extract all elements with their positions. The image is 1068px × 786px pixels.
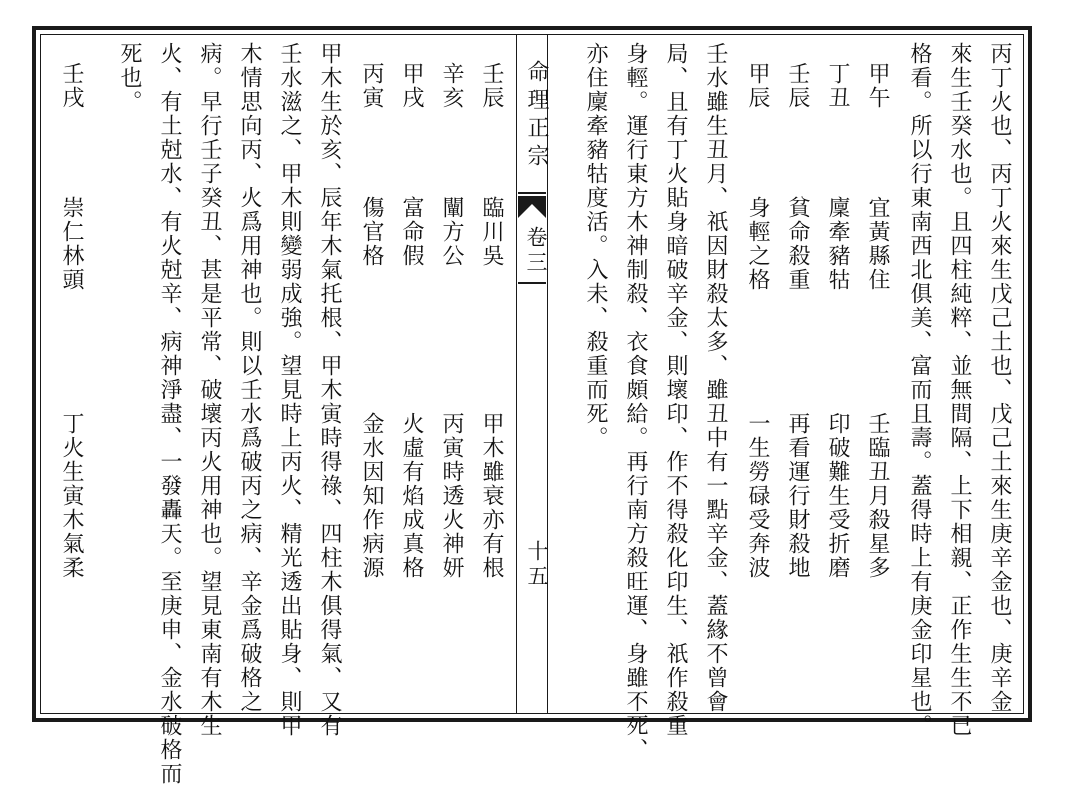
right-commentary-1: 壬水雖生丑月、祇因財殺太多、雖丑中有一點辛金、蓋緣不曾會 (703, 42, 728, 714)
chart2-verse-1: 甲木雖衰亦有根 (479, 412, 504, 580)
chart2-note-2: 闡方公 (439, 196, 464, 268)
chart1-verse-4: 一生勞碌受奔波 (745, 412, 770, 580)
ornament-top-line (518, 192, 546, 194)
left-commentary-6: 死也。 (117, 42, 142, 114)
chart1-verse-2: 印破難生受折磨 (825, 412, 850, 580)
chart1-note-4: 身輕之格 (745, 196, 770, 292)
chart3-pillar-1: 壬戌 (59, 62, 84, 110)
chart3-note-1: 崇仁林頭 (59, 196, 84, 292)
chart2-note-1: 臨川吳 (479, 196, 504, 268)
right-text-line-1: 丙丁火也、丙丁火來生戊己土也、戊己土來生庚辛金也、庚辛金 (987, 42, 1012, 714)
chart3-verse-1: 丁火生寅木氣柔 (59, 412, 84, 580)
chart1-pillar-2: 丁丑 (825, 62, 850, 110)
book-title: 命理正宗 (524, 60, 549, 172)
chart1-pillar-3: 壬辰 (785, 62, 810, 110)
chart2-verse-3: 火虛有焰成真格 (399, 412, 424, 580)
right-text-line-3: 格看。所以行東南西北俱美、富而且壽。蓋得時上有庚金印星也。 (907, 42, 932, 738)
chart2-verse-4: 金水因知作病源 (359, 412, 384, 580)
right-text-line-2: 來生壬癸水也。且四柱純粹、並無間隔、上下相親、正作生生不已 (947, 42, 972, 738)
chart2-pillar-2: 辛亥 (439, 62, 464, 110)
chart2-note-4: 傷官格 (359, 196, 384, 268)
left-commentary-5: 火、有土尅水、有火尅辛、病神淨盡、一發轟天。至庚申、金水破格而 (157, 42, 182, 786)
right-commentary-4: 亦住廩牽豬牯度活。入未、殺重而死。 (583, 42, 608, 450)
chart1-note-1: 宜黃縣住 (865, 196, 890, 292)
chart2-verse-2: 丙寅時透火神妍 (439, 412, 464, 580)
chart2-pillar-3: 甲戌 (399, 62, 424, 110)
right-commentary-3: 身輕。運行東方木神制殺、衣食頗給。再行南方殺旺運、身雖不死、 (623, 42, 648, 762)
ornament-bottom-line (518, 282, 546, 284)
chart2-note-3: 富命假 (399, 196, 424, 268)
chart2-pillar-1: 壬辰 (479, 62, 504, 110)
fish-tail-ornament (518, 196, 546, 218)
right-commentary-2: 局、且有丁火貼身暗破辛金、則壞印、作不得殺化印生、祇作殺重 (663, 42, 688, 738)
chart2-pillar-4: 丙寅 (359, 62, 384, 110)
left-commentary-1: 甲木生於亥、辰年木氣托根、甲木寅時得祿、四柱木俱得氣、又有 (317, 42, 342, 738)
page-number: 十五 (525, 540, 549, 590)
volume-label: 卷三 (524, 226, 548, 276)
chart1-verse-1: 壬臨丑月殺星多 (865, 412, 890, 580)
chart1-note-3: 貧命殺重 (785, 196, 810, 292)
chart1-pillar-1: 甲午 (865, 62, 890, 110)
left-commentary-4: 病。早行壬子癸丑、甚是平常、破壞丙火用神也。望見東南有木生 (197, 42, 222, 738)
left-commentary-2: 壬水滋之、甲木則變弱成強。望見時上丙火、精光透出貼身、則甲 (277, 42, 302, 738)
chart1-pillar-4: 甲辰 (745, 62, 770, 110)
chart1-note-2: 廩牽豬牯 (825, 196, 850, 292)
chart1-verse-3: 再看運行財殺地 (785, 412, 810, 580)
left-commentary-3: 木情思向丙、火爲用神也。則以壬水爲破丙之病、辛金爲破格之 (237, 42, 262, 714)
